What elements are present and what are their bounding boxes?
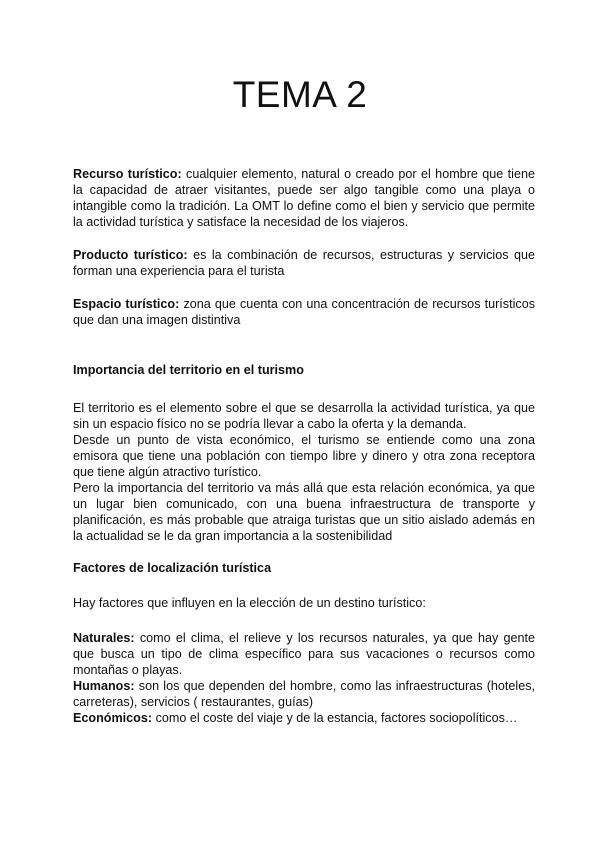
- definition-recurso-turistico: [73, 166, 535, 230]
- section1-paragraph: Desde un punto de vista económico, el turismo se entiende como una zona emisora que tiene una población con tiempo libre y dinero y otra zona receptora que tiene algún atractivo turístico.: [73, 433, 535, 479]
- section-heading-factores: Factores de localización turística: [73, 561, 272, 575]
- definition-text: es la combinación de recursos, estructuras y servicios que forman una experiencia para el turista: [73, 248, 535, 278]
- factor-text: como el coste del viaje y de la estancia, factores sociopolíticos…: [152, 711, 518, 725]
- document-body: [73, 166, 535, 726]
- section1-paragraph: Pero la importancia del territorio va más allá que esta relación económica, ya que un lugar bien comunicado, con una buena infraestructura de transporte y planificación, es más probable que atraiga turistas que un sitio aislado además en la actualidad se le da gran importancia a la sostenibilidad: [73, 481, 535, 543]
- factor-term: Humanos:: [73, 679, 135, 693]
- factor-term: Naturales:: [73, 631, 135, 645]
- definition-text: cualquier elemento, natural o creado por el hombre que tiene la capacidad de atraer visitantes, puede ser algo tangible como una playa o intangible como la tradición. La OMT lo define como el bien y servicio que permite la actividad turística y satisface la necesidad de los viajeros.: [73, 167, 535, 229]
- section2-intro: Hay factores que influyen en la elección de un destino turístico:: [73, 596, 426, 610]
- page-title: TEMA 2: [232, 74, 368, 115]
- factor-text: son los que dependen del hombre, como las infraestructuras (hoteles, carreteras), servicios ( restaurantes, guías): [73, 679, 535, 709]
- definition-term: Espacio turístico:: [73, 297, 180, 311]
- definition-term: Recurso turístico:: [73, 167, 182, 181]
- factor-term: Económicos:: [73, 711, 153, 725]
- factor-humanos: [73, 678, 535, 710]
- factor-economicos: [73, 710, 535, 726]
- definition-espacio-turistico: [73, 296, 535, 328]
- definition-term: Producto turístico:: [73, 248, 188, 262]
- definition-producto-turistico: [73, 247, 535, 279]
- section-heading-importancia: Importancia del territorio en el turismo: [73, 363, 304, 377]
- definition-text: zona que cuenta con una concentración de recursos turísticos que dan una imagen distintiva: [73, 297, 536, 327]
- factor-naturales: [73, 630, 535, 678]
- factor-text: como el clima, el relieve y los recursos naturales, ya que hay gente que busca un tipo de clima específico para sus vacaciones o recursos como montañas o playas.: [73, 631, 535, 677]
- section1-paragraph: El territorio es el elemento sobre el que se desarrolla la actividad turística, ya que sin un espacio físico no se podría llevar a cabo la oferta y la demanda.: [73, 401, 535, 431]
